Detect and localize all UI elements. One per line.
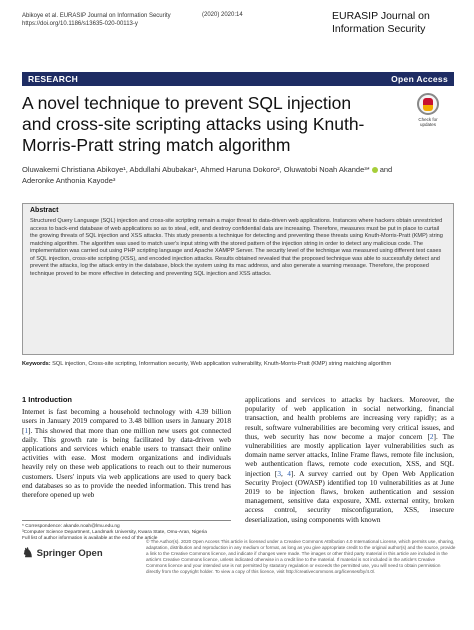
doi-link[interactable]: https://doi.org/10.1186/s13635-020-00113-y [22, 21, 138, 27]
body-column-left [22, 395, 231, 499]
body-column-right [245, 395, 454, 524]
citation-link[interactable]: 2 [429, 431, 434, 441]
abstract-text: Structured Query Language (SQL) injection and cross-site scripting remain a major threat to data-driven web applications. Instances where hackers obtain unrestricted access to back-end database of web applications so as to steal, edit, and destroy confidential data are increasing. Therefore, measures must be put in place to curtail the growing threats of SQL injection and XSS attacks. This study presents a technique for detecting and preventing these threats using Knuth-Morris-Pratt (KMP) string matching algorithm. The algorithm was used to match user's input string with the stored pattern of the injection string in order to detect any malicious code. The implementation was carried out using PHP scripting language and Apache XAMPP Server. The security level of the technique was measured using different test cases of SQL injection, cross-site scripting (XSS), and encoded injection attacks. Results obtained revealed that the proposed technique was able to successfully detect and prevent the attacks, log the attack entry in the database, block the system using its mac address, and also generate a warning message. Therefore, the proposed technique proved to be more effective in detecting and preventing SQL injection and XSS attacks. [30, 218, 443, 277]
license-text: © The Author(s). 2020 Open Access This article is licensed under a Creative Commons Attribution 4.0 International License, which permits use, sharing, adaptation, distribution and reproduction in any medium or format, as long as you give appropriate credit to the original author(s) and the source, provide a link to the Creative Commons licence, and indicate if changes were made. The images or other third party material in this article are included in the article's Creative Commons licence, unless indicated otherwise in a credit line to the material. If material is not included in the article's Creative Commons licence and your intended use is not permitted by statutory regulation or exceeds the permitted use, you will need to obtain permission directly from the copyright holder. To view a copy of this licence, visit http://creativecommons.org/licenses/by/4.0/. [146, 539, 456, 574]
keywords-text: SQL injection, Cross-site scripting, Information security, Web application vulnerability, Knuth-Morris-Pratt (KMP) string matching algorithm [52, 361, 392, 367]
springer-knight-icon: ♞ [22, 545, 34, 560]
journal-name: EURASIP Journal on Information Security [332, 10, 430, 35]
keywords-label: Keywords: [22, 361, 51, 367]
article-title: A novel technique to prevent SQL injection and cross-site scripting attacks using Knuth-Morris-Pratt string match algorithm [22, 93, 365, 155]
check-for-updates-badge[interactable] [412, 93, 444, 133]
keywords [22, 361, 454, 369]
abstract-box [22, 203, 454, 355]
author-info-note: Full list of author information is available at the end of the article [22, 536, 158, 541]
orcid-icon[interactable] [372, 167, 378, 173]
crossmark-icon [417, 93, 439, 115]
year-info: (2020) 2020:14 [202, 12, 243, 18]
affiliation: ³Computer Science Department, Landmark University, Kwara State, Omu-Aran, Nigeria [22, 530, 207, 535]
publisher-logo: ♞ Springer Open [22, 545, 103, 560]
section-heading: 1 Introduction [22, 395, 72, 404]
author-list: Oluwakemi Christiana Abikoye¹, Abdullahi Abubakar¹, Ahmed Haruna Dokoro², Oluwatobi Noah Akande³* and Aderonke Anthonia Kayode³ [22, 165, 393, 185]
article-type-bar [22, 72, 454, 86]
correspondence: * Correspondence: akande.noah@lmu.edu.ng [22, 524, 120, 529]
crossmark-label: Check for updates [418, 117, 438, 127]
citation-line: Abikoye et al. EURASIP Journal on Information Security [22, 13, 171, 19]
citation-link[interactable]: 4 [287, 468, 291, 478]
citation-link[interactable]: 1 [24, 425, 29, 435]
intro-paragraph: Internet is fast becoming a household technology with 4.39 billion users in January 2019 compared to 3.48 billion users in January 2018 [1]. This showed that more than one million new users got connected daily. This growth rate is being facilitated by data-driven web applications and services which enable users to transact their online activities with ease. Most modern organizations and individuals heavily rely on these web applications to reach out to their numerous customers. Users' inputs via web applications are used to query back end databases so as to provide the needed information. This trend has therefore opened up web [22, 407, 231, 500]
open-access-label: Open Access [391, 74, 448, 84]
article-type-label: RESEARCH [28, 74, 79, 84]
citation-link[interactable]: 3 [277, 468, 282, 478]
running-header [22, 12, 171, 28]
abstract-heading: Abstract [30, 207, 59, 214]
intro-paragraph-continued: applications and services to attacks by hackers. Moreover, the popularity of web application in social networking, financial transaction, and health problems are increasing very rapidly; as a result, software vulnerabilities are becoming very critical issues, and thus, web security has now become a major concern [2]. The vulnerabilities are mostly application layer vulnerabilities such as domain name server attacks, Inline Frame flaws, remote file inclusion, web authentication flaws, remote code execution, XSS, and SQL injection [3, 4]. A survey carried out by Open Web Application Security Project (OWASP) identified top 10 vulnerabilities as at June 2019 to be injection flaws, broken authentication and session management, sensitive data exposure, XML external entity, broken access control, security misconfiguration, XSS, insecure deserialization, using components with known [245, 395, 454, 524]
